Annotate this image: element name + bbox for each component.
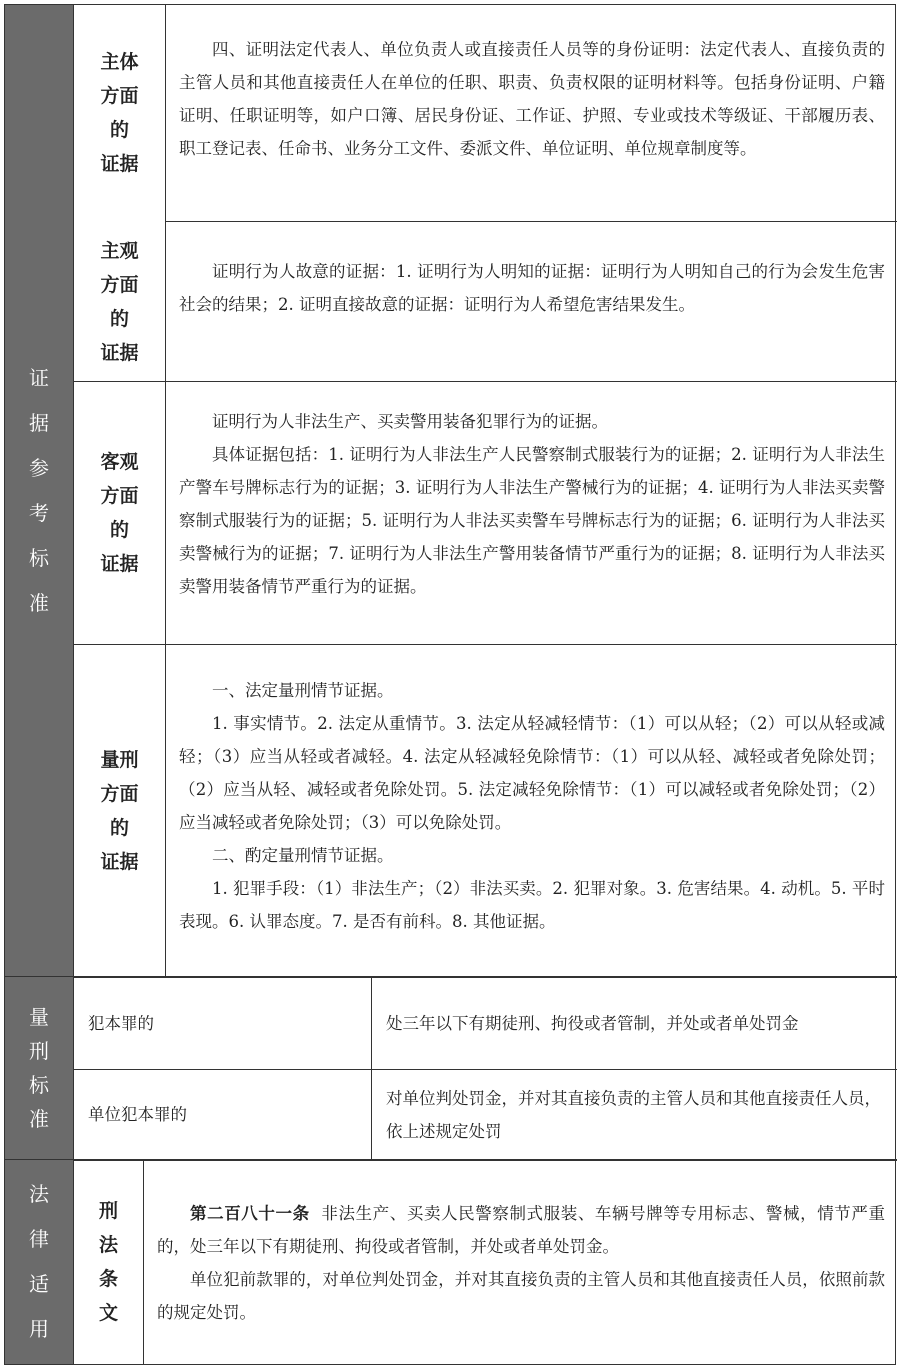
side-char-1: 刑	[29, 1039, 49, 1063]
sentencing-left-1: 犯本罪的	[88, 1013, 154, 1033]
row-content-subject	[179, 33, 885, 165]
side-char-2: 标	[29, 1073, 49, 1097]
side-char-2: 参	[29, 455, 49, 480]
side-label-sentencing	[5, 977, 73, 1159]
side-label-evidence	[5, 5, 73, 976]
side-char-5: 准	[29, 590, 49, 615]
article-paragraph-2: 单位犯前款罪的，对单位判处罚金，并对其直接负责的主管人员和其他直接责任人员，依照前款的规定处罚。	[157, 1270, 885, 1322]
sublabel-char-2: 条	[98, 1268, 118, 1290]
evidence-table	[4, 4, 896, 1365]
label-line-3: 证据	[100, 153, 139, 175]
label-line-3: 证据	[100, 341, 139, 364]
row-label-subjective	[74, 222, 165, 381]
paragraph: 一、法定量刑情节证据。	[212, 681, 394, 700]
sentencing-right-2: 对单位判处罚金，并对其直接负责的主管人员和其他直接责任人员，依上述规定处罚	[386, 1088, 881, 1141]
row-content-sentencing-evidence	[179, 674, 885, 938]
label-line-2: 的	[109, 519, 129, 541]
sentencing-left-2: 单位犯本罪的	[88, 1105, 187, 1124]
row-label-objective	[74, 382, 165, 644]
row-label-sentencing-evidence	[74, 645, 165, 976]
side-char-3: 准	[29, 1107, 49, 1131]
paragraph: 1. 犯罪手段：（1）非法生产；（2）非法买卖。2. 犯罪对象。3. 危害结果。4. 动机。5. 平时表现。6. 认罪态度。7. 是否有前科。8. 其他证据。	[179, 879, 885, 931]
sentencing-right-1: 处三年以下有期徒刑、拘役或者管制，并处或者单处罚金	[386, 1013, 799, 1033]
row-content-subjective	[179, 255, 885, 321]
label-line-0: 客观	[100, 451, 139, 473]
label-line-2: 的	[109, 307, 129, 330]
label-line-0: 主体	[100, 51, 139, 73]
law-sublabel	[74, 1160, 143, 1364]
side-char-1: 据	[29, 410, 49, 435]
row-content-objective	[179, 405, 885, 603]
paragraph: 证明行为人非法生产、买卖警用装备犯罪行为的证据。	[212, 412, 608, 431]
side-char-3: 考	[29, 500, 49, 525]
sublabel-char-0: 刑	[98, 1200, 118, 1222]
label-line-0: 主观	[100, 239, 139, 262]
label-line-0: 量刑	[100, 748, 139, 771]
side-char-3: 用	[29, 1317, 49, 1341]
side-char-0: 法	[29, 1182, 49, 1206]
label-line-3: 证据	[100, 850, 139, 873]
paragraph: 证明行为人故意的证据：1. 证明行为人明知的证据：证明行为人明知自己的行为会发生危害社会的结果；2. 证明直接故意的证据：证明行为人希望危害结果发生。	[179, 262, 885, 314]
sublabel-char-1: 法	[98, 1234, 118, 1256]
law-article	[157, 1197, 885, 1329]
side-char-1: 律	[29, 1227, 49, 1251]
label-line-2: 的	[109, 816, 129, 839]
side-char-2: 适	[29, 1272, 49, 1296]
paragraph: 四、证明法定代表人、单位负责人或直接责任人员等的身份证明：法定代表人、直接负责的主管人员和其他直接责任人在单位的任职、职责、负责权限的证明材料等。包括身份证明、户籍证明、任职证明等，如户口簿、居民身份证、工作证、护照、专业或技术等级证、干部履历表、职工登记表、任命书、业务分工文件、委派文件、单位证明、单位规章制度等。	[179, 40, 885, 158]
sublabel-char-3: 文	[98, 1302, 118, 1324]
side-label-law	[5, 1160, 73, 1364]
label-line-1: 方面	[100, 273, 139, 296]
paragraph: 具体证据包括：1. 证明行为人非法生产人民警察制式服装行为的证据；2. 证明行为人非法生产警车号牌标志行为的证据；3. 证明行为人非法生产警械行为的证据；4. 证明行为人非法买卖警察制式服装行为的证据；5. 证明行为人非法买卖警车号牌标志行为的证据；6. 证明行为人非法买卖警械行为的证据；7. 证明行为人非法生产警用装备情节严重行为的证据；8. 证明行为人非法买卖警用装备情节严重行为的证据。	[179, 445, 885, 596]
side-char-0: 量	[29, 1005, 49, 1029]
label-line-1: 方面	[100, 782, 139, 805]
label-line-1: 方面	[100, 485, 139, 507]
label-line-3: 证据	[100, 553, 139, 575]
side-char-0: 证	[29, 365, 49, 390]
row-label-subject	[74, 5, 165, 221]
article-title: 第二百八十一条	[190, 1204, 310, 1223]
paragraph: 二、酌定量刑情节证据。	[212, 846, 394, 865]
label-line-2: 的	[109, 119, 129, 141]
side-char-4: 标	[29, 545, 49, 570]
label-line-1: 方面	[100, 85, 139, 107]
paragraph: 1. 事实情节。2. 法定从重情节。3. 法定从轻减轻情节：（1）可以从轻；（2）可以从轻或减轻；（3）应当从轻或者减轻。4. 法定从轻减轻免除情节：（1）可以从轻、减轻或者免除处罚；（2）应当从轻、减轻或者免除处罚。5. 法定减轻免除情节：（1）可以减轻或者免除处罚；（2）应当减轻或者免除处罚；（3）可以免除处罚。	[179, 714, 885, 832]
article-text: 非法生产、买卖人民警察制式服装、车辆号牌等专用标志、警械，情节严重的，处三年以下有期徒刑、拘役或者管制，并处或者单处罚金。	[157, 1204, 885, 1256]
